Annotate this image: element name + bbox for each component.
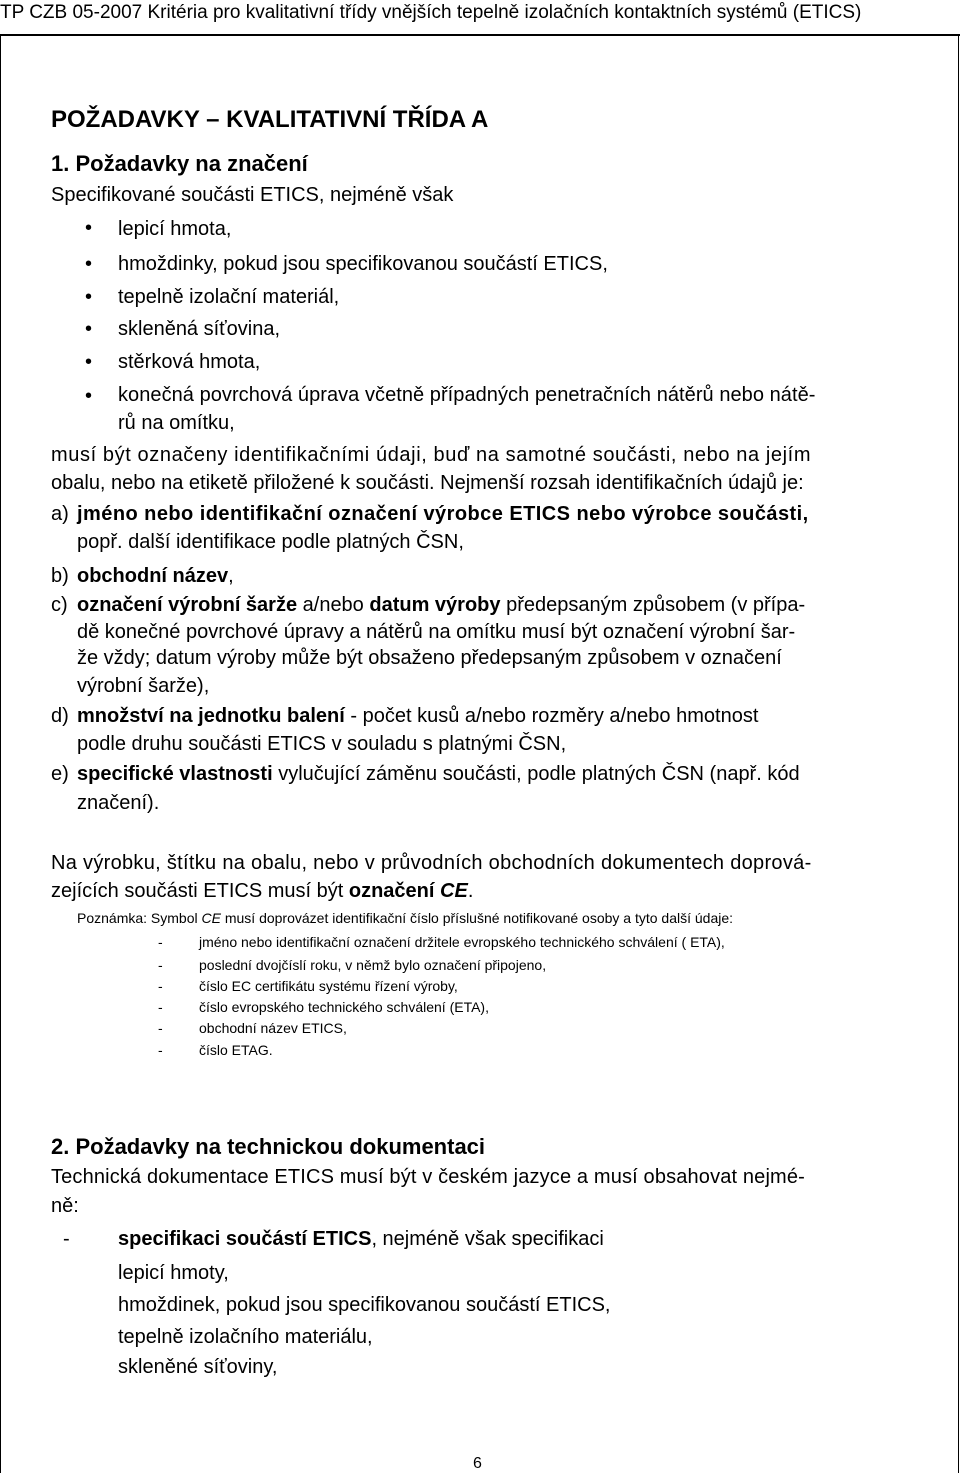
note-prefix: Poznámka: Symbol (77, 910, 202, 926)
note-item: poslední dvojčíslí roku, v němž bylo označení připojeno, (199, 957, 547, 973)
note-item: obchodní název ETICS, (199, 1020, 347, 1036)
ce-paragraph-line1: Na výrobku, štítku na obalu, nebo v průvodních obchodních dokumentech doprová- (51, 852, 812, 874)
ce-paragraph-line2 (51, 880, 473, 903)
bullet-icon: • (85, 286, 93, 308)
list-item-a-line2: popř. další identifikace podle platných ČSN, (77, 531, 464, 553)
spec-line (118, 1228, 604, 1251)
spec-item: hmoždinek, pokud jsou specifikovanou součástí ETICS, (118, 1294, 611, 1316)
list-label-e: e) (51, 763, 69, 785)
page-frame-right (958, 35, 959, 1473)
note-item: číslo EC certifikátu systému řízení výroby, (199, 978, 458, 994)
bullet-item: konečná povrchová úprava včetně případných penetračních nátěrů nebo nátě- (118, 384, 816, 406)
section-2-heading: 2. Požadavky na technickou dokumentaci (51, 1134, 486, 1159)
list-item-c (77, 594, 805, 617)
spec-item: lepicí hmoty, (118, 1262, 229, 1284)
page-frame-left (0, 35, 1, 1473)
ce-mark: CE (440, 880, 468, 902)
list-item-d-text: - počet kusů a/nebo rozměry a/nebo hmotnost (344, 705, 759, 727)
bullet-icon: • (85, 351, 93, 373)
spec-bold: specifikaci součástí ETICS (118, 1228, 372, 1250)
bullet-item: skleněná síťovina, (118, 318, 281, 340)
dash-marker: - (158, 957, 163, 973)
list-label-c: c) (51, 594, 68, 616)
list-label-a: a) (51, 503, 69, 525)
ce-period: . (467, 880, 474, 902)
list-label-d: d) (51, 705, 69, 727)
note-item: číslo evropského technického schválení (ETA), (199, 999, 489, 1015)
note (77, 910, 733, 926)
bullet-icon: • (85, 385, 93, 407)
list-item-d (77, 705, 758, 728)
bullet-item: lepicí hmota, (118, 218, 232, 240)
bullet-icon: • (85, 318, 93, 340)
dash-marker: - (158, 999, 163, 1015)
list-label-b: b) (51, 565, 69, 587)
list-item-a-bold: jméno nebo identifikační označení výrobce ETICS nebo výrobce součásti, (77, 503, 809, 525)
list-item-b-rest: , (228, 565, 234, 587)
dash-marker: - (158, 1042, 163, 1058)
list-item-c-line4: výrobní šarže), (77, 675, 210, 697)
list-item-d-line2: podle druhu součásti ETICS v souladu s platnými ČSN, (77, 733, 567, 755)
list-item-c-bold1: označení výrobní šarže (77, 594, 298, 616)
header-rule (0, 34, 960, 36)
bullet-item-continuation: rů na omítku, (118, 412, 235, 434)
bullet-item: stěrková hmota, (118, 351, 261, 373)
list-item-e-text: vylučující záměnu součásti, podle platných ČSN (např. kód (272, 763, 800, 785)
spec-item: skleněné síťoviny, (118, 1356, 278, 1378)
section-2-line2: ně: (51, 1195, 79, 1217)
dash-marker: - (63, 1228, 70, 1250)
list-item-e (77, 763, 800, 786)
list-item-b (77, 565, 234, 588)
bullet-icon: • (85, 253, 93, 275)
note-item: číslo ETAG. (199, 1042, 273, 1058)
list-item-c-line3: že vždy; datum výroby může být obsaženo předepsaným způsobem v označení (77, 647, 782, 669)
section-2-line1: Technická dokumentace ETICS musí být v českém jazyce a musí obsahovat nejmé- (51, 1166, 805, 1188)
list-item-b-bold: obchodní název (77, 565, 229, 587)
page-number: 6 (473, 1455, 482, 1472)
dash-marker: - (158, 934, 163, 950)
page-title: POŽADAVKY – KVALITATIVNÍ TŘÍDA A (51, 106, 489, 133)
list-item-c-bold2: datum výroby (369, 594, 501, 616)
spec-item: tepelně izolačního materiálu, (118, 1326, 373, 1348)
list-item-e-line2: značení). (77, 792, 160, 814)
note-text: musí doprovázet identifikační číslo příslušné notifikované osoby a tyto další údaje: (220, 910, 734, 926)
paragraph-line: musí být označeny identifikačními údaji, buď na samotné součásti, nebo na jejím (51, 444, 812, 466)
note-ce-mark: CE (201, 910, 221, 926)
paragraph-line: obalu, nebo na etiketě přiložené k součásti. Nejmenší rozsah identifikačních údajů je: (51, 472, 804, 494)
spec-rest: , nejméně však specifikaci (371, 1228, 604, 1250)
section-1-heading: 1. Požadavky na značení (51, 151, 308, 176)
dash-marker: - (158, 978, 163, 994)
list-item-c-text1: a/nebo (297, 594, 370, 616)
list-item-c-line2: dě konečné povrchové úpravy a nátěrů na omítku musí být označení výrobní šar- (77, 621, 796, 643)
running-header: TP CZB 05-2007 Kritéria pro kvalitativní třídy vnějších tepelně izolačních kontaktních systémů (ETICS) (0, 2, 862, 23)
dash-marker: - (158, 1020, 163, 1036)
ce-bold: označení (348, 880, 441, 902)
list-item-e-bold: specifické vlastnosti (77, 763, 273, 785)
bullet-item: tepelně izolační materiál, (118, 286, 340, 308)
note-item: jméno nebo identifikační označení držitele evropského technického schválení ( ETA), (199, 934, 725, 950)
section-1-intro: Specifikované součásti ETICS, nejméně však (51, 184, 454, 206)
bullet-item: hmoždinky, pokud jsou specifikovanou součástí ETICS, (118, 253, 608, 275)
ce-text: zejících součásti ETICS musí být (51, 880, 349, 902)
bullet-icon: • (85, 217, 93, 239)
list-item-d-bold: množství na jednotku balení (77, 705, 345, 727)
list-item-c-text2: předepsaným způsobem (v přípa- (500, 594, 806, 616)
